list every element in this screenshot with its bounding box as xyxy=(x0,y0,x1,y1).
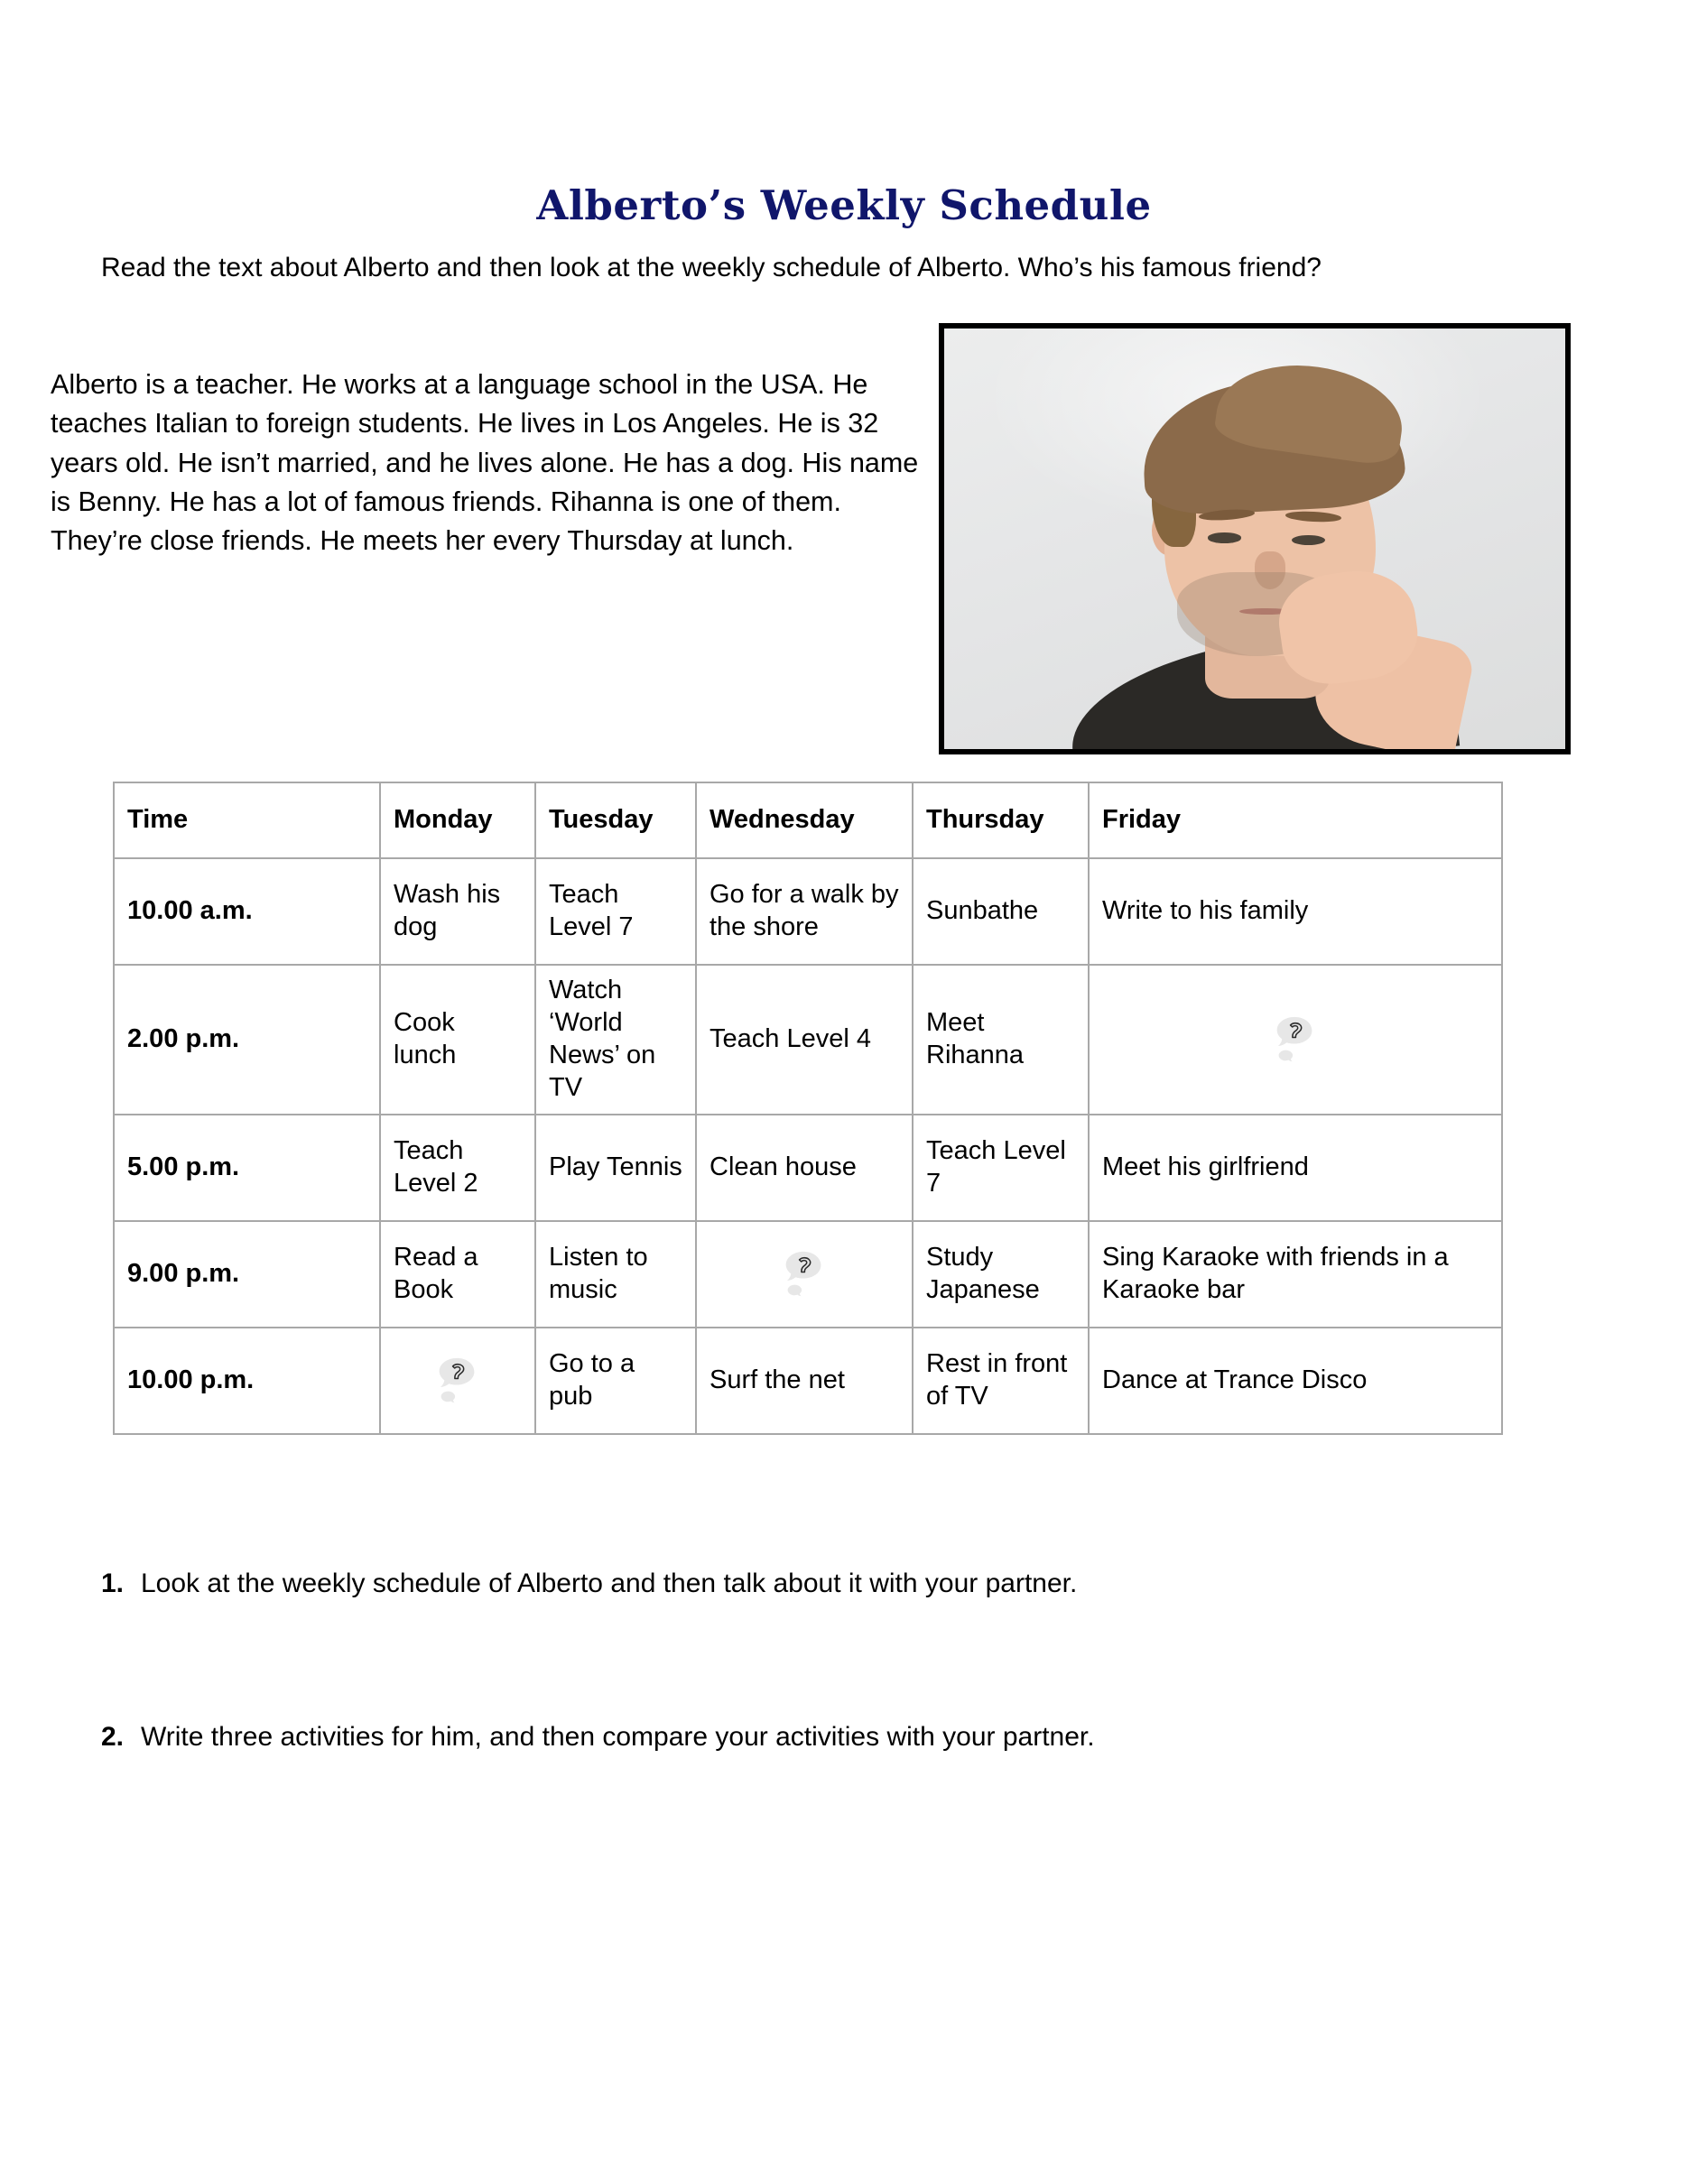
column-header-tuesday: Tuesday xyxy=(535,782,696,858)
column-header-wednesday: Wednesday xyxy=(696,782,913,858)
exercise-number-2: 2. xyxy=(101,1722,125,1752)
schedule-cell-wednesday-3: Clean house xyxy=(696,1115,913,1221)
photo-image xyxy=(944,329,1565,749)
schedule-cell-thursday-1: Sunbathe xyxy=(913,858,1089,965)
missing-image-placeholder-friday-2 xyxy=(1089,965,1502,1115)
schedule-cell-tuesday-4: Listen to music xyxy=(535,1221,696,1328)
table-row xyxy=(114,1328,1502,1434)
column-header-monday: Monday xyxy=(380,782,535,858)
broken-image-icon xyxy=(1267,1012,1323,1068)
table-row xyxy=(114,1221,1502,1328)
schedule-cell-friday-3: Meet his girlfriend xyxy=(1089,1115,1502,1221)
exercise-text-1: Look at the weekly schedule of Alberto and then talk about it with your partner. xyxy=(141,1569,1078,1598)
exercise-text-2: Write three activities for him, and then compare your activities with your partner. xyxy=(141,1722,1095,1752)
table-header-row xyxy=(114,782,1502,858)
table-row xyxy=(114,1115,1502,1221)
column-header-friday: Friday xyxy=(1089,782,1502,858)
schedule-cell-thursday-5: Rest in front of TV xyxy=(913,1328,1089,1434)
photo-eye-left xyxy=(1208,532,1241,542)
schedule-cell-friday-4: Sing Karaoke with friends in a Karaoke bar xyxy=(1089,1221,1502,1328)
broken-image-icon xyxy=(776,1246,832,1302)
schedule-cell-thursday-3: Teach Level 7 xyxy=(913,1115,1089,1221)
reading-passage: Alberto is a teacher. He works at a language school in the USA. He teaches Italian to foreign students. He lives in Los Angeles. He is 32 years old. He isn’t married, and he lives alone. He has a dog. His name is Benny. He has a lot of famous friends. Rihanna is one of them. They’re close friends. He meets her every Thursday at lunch. xyxy=(51,369,919,557)
table-row xyxy=(114,858,1502,965)
schedule-cell-monday-3: Teach Level 2 xyxy=(380,1115,535,1221)
broken-image-icon xyxy=(430,1353,486,1409)
schedule-cell-monday-4: Read a Book xyxy=(380,1221,535,1328)
schedule-time-5: 10.00 p.m. xyxy=(114,1328,380,1434)
schedule-cell-tuesday-1: Teach Level 7 xyxy=(535,858,696,965)
schedule-cell-friday-1: Write to his family xyxy=(1089,858,1502,965)
table-body xyxy=(114,858,1502,1434)
missing-image-placeholder-monday-5 xyxy=(380,1328,535,1434)
page-title: Alberto’s Weekly Schedule xyxy=(536,181,1152,229)
exercise-number-1: 1. xyxy=(101,1569,125,1598)
schedule-cell-tuesday-5: Go to a pub xyxy=(535,1328,696,1434)
schedule-time-2: 2.00 p.m. xyxy=(114,965,380,1115)
schedule-cell-monday-1: Wash his dog xyxy=(380,858,535,965)
schedule-cell-tuesday-3: Play Tennis xyxy=(535,1115,696,1221)
schedule-cell-wednesday-2: Teach Level 4 xyxy=(696,965,913,1115)
schedule-time-1: 10.00 a.m. xyxy=(114,858,380,965)
weekly-schedule-table xyxy=(113,782,1503,1435)
exercise-item-1 xyxy=(101,1566,1077,1601)
schedule-cell-thursday-4: Study Japanese xyxy=(913,1221,1089,1328)
schedule-cell-thursday-2: Meet Rihanna xyxy=(913,965,1089,1115)
schedule-cell-wednesday-5: Surf the net xyxy=(696,1328,913,1434)
schedule-cell-tuesday-2: Watch ‘World News’ on TV xyxy=(535,965,696,1115)
schedule-time-3: 5.00 p.m. xyxy=(114,1115,380,1221)
column-header-thursday: Thursday xyxy=(913,782,1089,858)
instruction-text: Read the text about Alberto and then look at the weekly schedule of Alberto. Who’s his famous friend? xyxy=(101,253,1322,282)
schedule-cell-wednesday-1: Go for a walk by the shore xyxy=(696,858,913,965)
schedule-cell-monday-2: Cook lunch xyxy=(380,965,535,1115)
portrait-photo xyxy=(939,323,1571,754)
photo-eye-right xyxy=(1292,535,1325,545)
table-row xyxy=(114,965,1502,1115)
schedule-cell-friday-5: Dance at Trance Disco xyxy=(1089,1328,1502,1434)
exercise-item-2 xyxy=(101,1719,1095,1754)
missing-image-placeholder-wednesday-4 xyxy=(696,1221,913,1328)
schedule-time-4: 9.00 p.m. xyxy=(114,1221,380,1328)
column-header-time: Time xyxy=(114,782,380,858)
